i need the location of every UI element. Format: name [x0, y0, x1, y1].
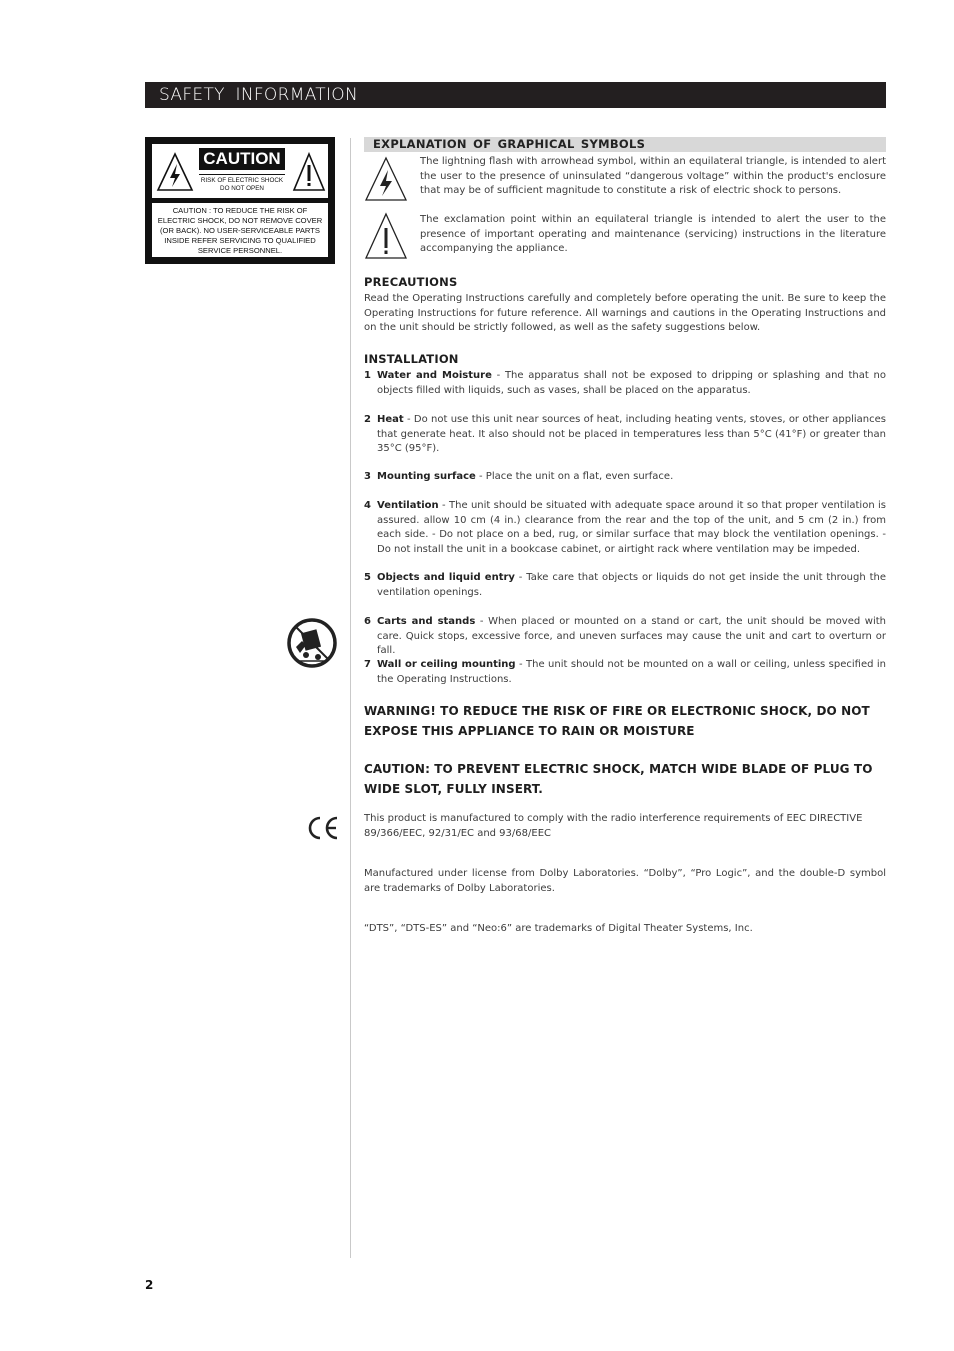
page-number: 2	[145, 1278, 154, 1292]
caution-label	[145, 137, 335, 264]
item-text: - Take care that objects or liquids do not get inside the unit through the ventilation openings.	[377, 572, 886, 598]
item-number: 5	[364, 572, 371, 583]
item-label: Ventilation	[377, 500, 439, 511]
caution-heading: CAUTION	[199, 148, 285, 170]
plug-caution: CAUTION: TO PREVENT ELECTRIC SHOCK, MATCH WIDE BLADE OF PLUG TO WIDE SLOT, FULLY INSERT.	[364, 762, 873, 796]
exclamation-triangle-icon	[364, 212, 408, 260]
title-bar	[145, 82, 886, 108]
item-number: 3	[364, 471, 371, 482]
lightning-triangle-icon	[156, 152, 194, 192]
item-text: - Do not use this unit near sources of heat, including heating vents, stoves, or other appliances that generate heat. It also should not be placed in temperatures less than 5°C (41°F) or greater than 35°C (95°F).	[377, 414, 886, 454]
graphical-symbols-heading: EXPLANATION OF GRAPHICAL SYMBOLS	[373, 137, 646, 151]
column-divider	[350, 138, 351, 1258]
lightning-explanation: The lightning flash with arrowhead symbol, within an equilateral triangle, is intended to alert the user to the presence of uninsulated “dangerous voltage” within the product's enclosure that may be of sufficient magnitude to constitute a risk of electric shock to persons.	[420, 156, 886, 196]
caution-label-top	[152, 144, 328, 198]
ce-mark-icon	[306, 815, 340, 841]
page-title: SAFETY INFORMATION	[159, 85, 359, 105]
caution-body: CAUTION : TO REDUCE THE RISK OF ELECTRIC SHOCK, DO NOT REMOVE COVER (OR BACK). NO USER-SERVICEABLE PARTS INSIDE REFER SERVICING TO QUALIFIED SERVICE PERSONNEL.	[157, 206, 323, 255]
item-number: 6	[364, 616, 371, 627]
lightning-triangle-icon	[364, 156, 408, 202]
graphical-symbols-heading-bar	[364, 137, 886, 152]
fire-warning: WARNING! TO REDUCE THE RISK OF FIRE OR ELECTRONIC SHOCK, DO NOT EXPOSE THIS APPLIANCE TO RAIN OR MOISTURE	[364, 704, 870, 738]
exclamation-explanation: The exclamation point within an equilateral triangle is intended to alert the user to the presence of important operating and maintenance (servicing) instructions in the literature accompanying the appliance.	[420, 214, 886, 254]
installation-heading: INSTALLATION	[364, 352, 459, 366]
item-label: Wall or ceiling mounting	[377, 659, 516, 670]
eec-notice: This product is manufactured to comply with the radio interference requirements of EEC DIRECTIVE 89/366/EEC, 92/31/EC and 93/68/EEC	[364, 813, 863, 839]
item-text: - The unit should not be mounted on a wall or ceiling, unless specified in the Operating Instructions.	[377, 659, 886, 685]
item-text: - The apparatus shall not be exposed to dripping or splashing and that no objects filled with liquids, such as vases, shall be placed on the apparatus.	[377, 370, 887, 396]
item-number: 1	[364, 370, 371, 381]
item-text: - When placed or mounted on a stand or cart, the unit should be moved with care. Quick stops, excessive force, and uneven surfaces may cause the unit and cart to overturn or fall.	[377, 616, 887, 656]
item-text: - The unit should be situated with adequate space around it so that proper ventilation is assured. allow 10 cm (4 in.) clearance from the rear and the top of the unit, and 5 cm (2 in.) from each side. - Do not place on a bed, rug, or similar surface that may block the ventilation openings. - Do not install the unit in a bookcase cabinet, or airtight rack where ventilation may be impeded.	[377, 500, 886, 555]
item-label: Water and Moisture	[377, 370, 492, 381]
exclamation-triangle-icon	[292, 152, 326, 192]
precautions-text: Read the Operating Instructions carefully and completely before operating the unit. Be sure to keep the Operating Instructions for future reference. All warnings and cautions in the Operating Instructions and on the unit should be strictly followed, as well as the safety suggestions below.	[364, 293, 886, 333]
cart-tip-over-icon	[286, 617, 338, 669]
precautions-heading: PRECAUTIONS	[364, 275, 458, 289]
item-label: Mounting surface	[377, 471, 476, 482]
caution-label-bottom	[152, 203, 328, 257]
dolby-notice: Manufactured under license from Dolby Laboratories. “Dolby”, “Pro Logic”, and the double-D symbol are trademarks of Dolby Laboratories.	[364, 868, 886, 894]
item-number: 4	[364, 500, 371, 511]
item-number: 2	[364, 414, 371, 425]
dts-notice: “DTS”, “DTS-ES” and “Neo:6” are trademarks of Digital Theater Systems, Inc.	[364, 923, 753, 934]
caution-subtext: RISK OF ELECTRIC SHOCK DO NOT OPEN	[199, 174, 285, 193]
item-label: Carts and stands	[377, 616, 476, 627]
item-label: Heat	[377, 414, 404, 425]
item-text: - Place the unit on a flat, even surface.	[475, 471, 674, 482]
item-number: 7	[364, 659, 371, 670]
item-label: Objects and liquid entry	[377, 572, 515, 583]
